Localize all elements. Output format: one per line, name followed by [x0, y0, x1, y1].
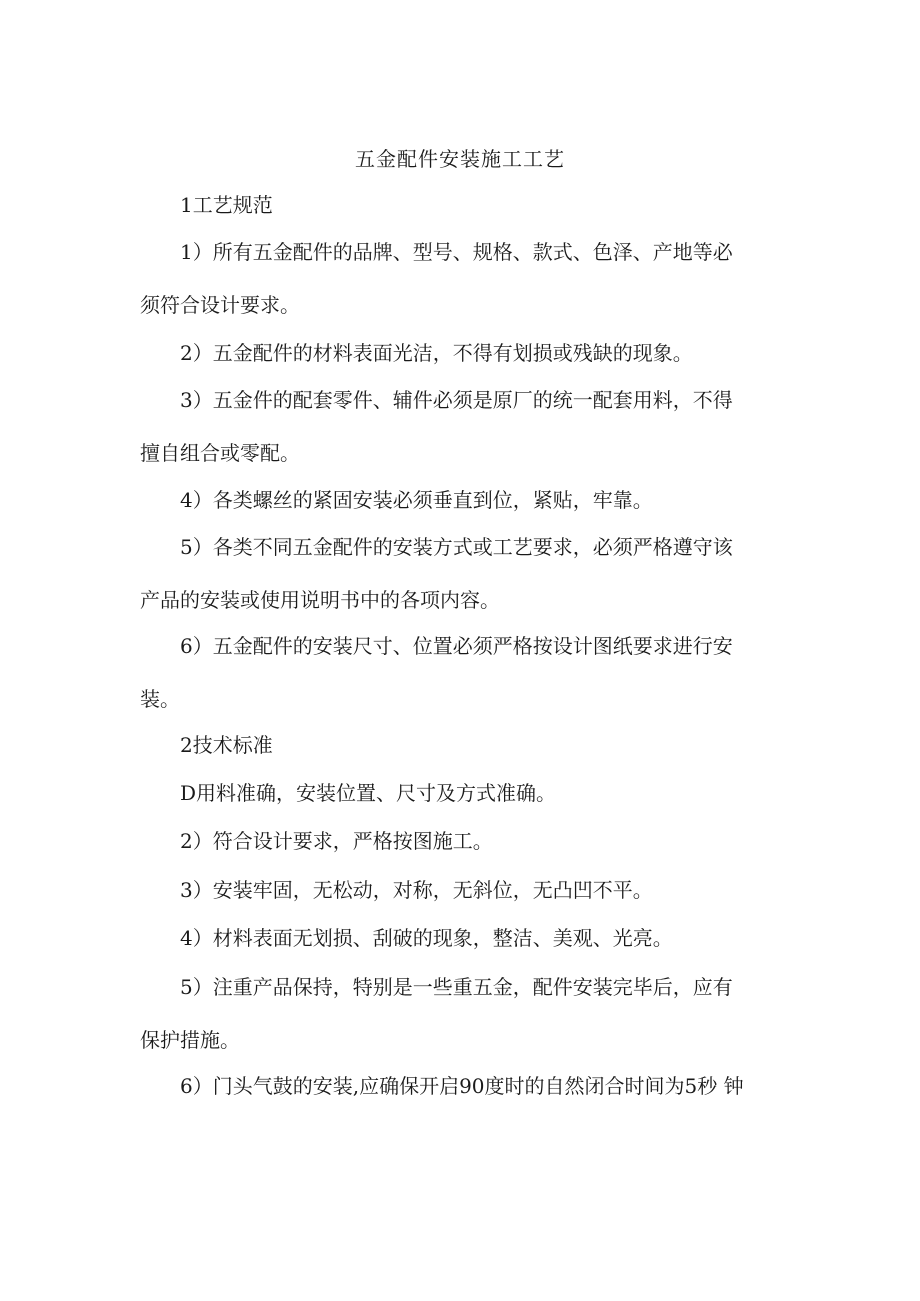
paragraph-line: 4）材料表面无划损、刮破的现象，整洁、美观、光亮。: [180, 926, 673, 950]
paragraph-item: [140, 1072, 782, 1100]
paragraph-line: 擅自组合或零配。: [140, 441, 300, 465]
paragraph-line: 3）五金件的配套零件、辅件必须是原厂的统一配套用料，不得: [180, 388, 733, 412]
heading-text: 2技术标准: [180, 733, 273, 757]
paragraph-line: 2）五金配件的材料表面光洁，不得有划损或残缺的现象。: [180, 341, 693, 365]
paragraph-line: 5）各类不同五金配件的安装方式或工艺要求，必须严格遵守该: [180, 535, 733, 559]
paragraph-item: [140, 533, 782, 614]
paragraph-item: [140, 632, 782, 713]
heading-text: 1工艺规范: [180, 193, 273, 217]
paragraph-line: 产品的安装或使用说明书中的各项内容。: [140, 588, 500, 612]
paragraph-line: 装。: [140, 687, 180, 711]
paragraph-line: D用料准确，安装位置、尺寸及方式准确。: [180, 781, 557, 805]
paragraph-line: 5）注重产品保持，特别是一些重五金，配件安装完毕后，应有: [180, 975, 733, 999]
paragraph-line: 保护措施。: [140, 1028, 240, 1052]
paragraph-item: [140, 486, 782, 514]
paragraph-line: 6）五金配件的安装尺寸、位置必须严格按设计图纸要求进行安: [180, 634, 733, 658]
paragraph-item: [140, 876, 782, 904]
paragraph-line: 4）各类螺丝的紧固安装必须垂直到位，紧贴，牢靠。: [180, 488, 653, 512]
paragraph-item: [140, 339, 782, 367]
section-heading-process: [140, 191, 782, 219]
paragraph-item: [140, 924, 782, 952]
paragraph-item: [140, 779, 782, 807]
paragraph-line: 1）所有五金配件的品牌、型号、规格、款式、色泽、产地等必: [180, 240, 733, 264]
paragraph-item: [140, 973, 782, 1054]
document-title: 五金配件安装施工工艺: [355, 147, 565, 171]
paragraph-line: 6）门头气鼓的安装,应确保开启90度时的自然闭合时间为5秒 钟: [180, 1074, 744, 1098]
paragraph-item: [140, 386, 782, 467]
paragraph-line: 须符合设计要求。: [140, 293, 300, 317]
paragraph-line: 3）安装牢固，无松动，对称，无斜位，无凸凹不平。: [180, 878, 653, 902]
section-heading-standards: [140, 731, 782, 759]
paragraph-item: [140, 238, 782, 319]
paragraph-line: 2）符合设计要求，严格按图施工。: [180, 829, 493, 853]
paragraph-item: [140, 827, 782, 855]
